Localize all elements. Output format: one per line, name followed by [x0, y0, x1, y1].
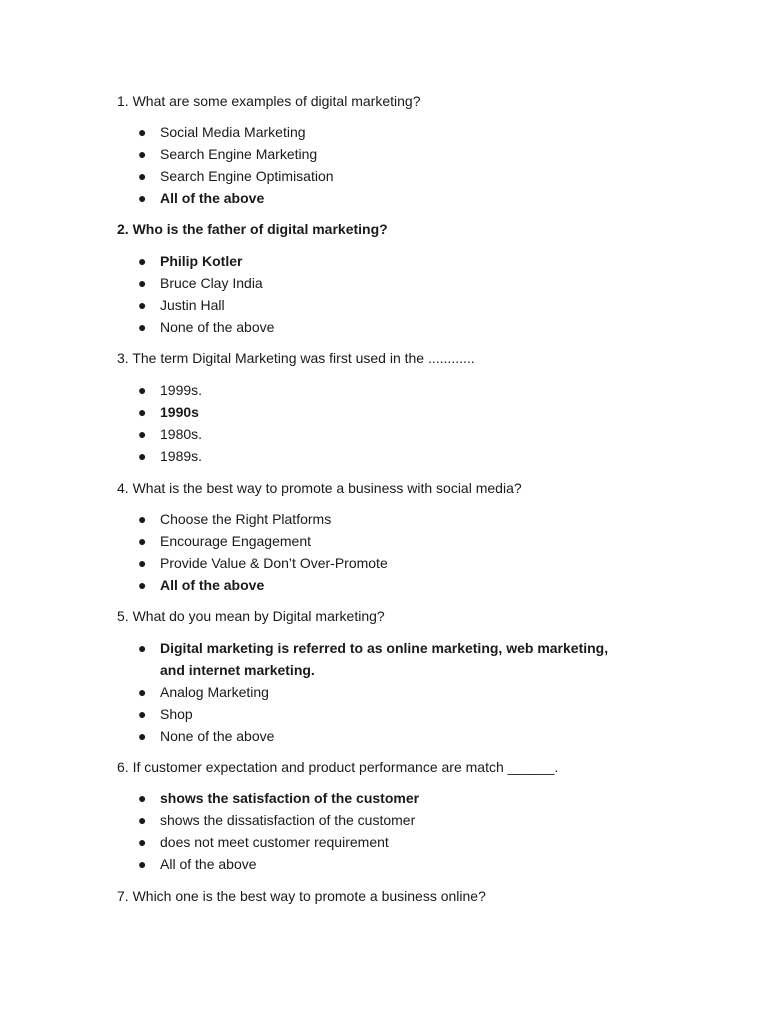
option: ● 1999s. — [0, 379, 768, 401]
question-7: 7. Which one is the best way to promote a business online? — [117, 888, 486, 904]
bullet-icon: ● — [138, 382, 147, 398]
bullet-icon: ● — [138, 533, 147, 549]
bullet-icon: ● — [138, 812, 147, 828]
option: ● 1989s. — [0, 445, 768, 467]
question-5: 5. What do you mean by Digital marketing? — [117, 608, 385, 624]
option-answer: ● 1990s — [0, 401, 768, 423]
question-2-options — [0, 250, 768, 338]
bullet-icon: ● — [138, 190, 147, 206]
option: ● All of the above — [0, 853, 768, 875]
question-4: 4. What is the best way to promote a business with social media? — [117, 480, 522, 496]
option: ● Provide Value & Don’t Over-Promote — [0, 552, 768, 574]
bullet-icon: ● — [138, 275, 147, 291]
bullet-icon: ● — [138, 555, 147, 571]
question-4-options — [0, 508, 768, 596]
option-answer: ● All of the above — [0, 187, 768, 209]
option: ● does not meet customer requirement — [0, 831, 768, 853]
question-1-options — [0, 121, 768, 209]
option: ● Search Engine Optimisation — [0, 165, 768, 187]
bullet-icon: ● — [138, 168, 147, 184]
option: ● Justin Hall — [0, 294, 768, 316]
bullet-icon: ● — [138, 426, 147, 442]
bullet-icon: ● — [138, 706, 147, 722]
option: ● Analog Marketing — [0, 681, 768, 703]
bullet-icon: ● — [138, 790, 147, 806]
option-answer: ● shows the satisfaction of the customer — [0, 787, 768, 809]
option-answer: ● Philip Kotler — [0, 250, 768, 272]
bullet-icon: ● — [138, 640, 147, 656]
bullet-icon: ● — [138, 404, 147, 420]
question-2: 2. Who is the father of digital marketing? — [117, 221, 388, 237]
option: ● Social Media Marketing — [0, 121, 768, 143]
bullet-icon: ● — [138, 684, 147, 700]
question-5-options — [0, 637, 768, 747]
option: ● Encourage Engagement — [0, 530, 768, 552]
question-3-options — [0, 379, 768, 467]
option: ● shows the dissatisfaction of the customer — [0, 809, 768, 831]
option-answer: ● Digital marketing is referred to as online marketing, web marketing, and internet marketing. — [0, 637, 630, 681]
option-answer: ● All of the above — [0, 574, 768, 596]
bullet-icon: ● — [138, 297, 147, 313]
bullet-icon: ● — [138, 577, 147, 593]
option: ● Shop — [0, 703, 768, 725]
question-6-options — [0, 787, 768, 875]
bullet-icon: ● — [138, 728, 147, 744]
option: ● Bruce Clay India — [0, 272, 768, 294]
bullet-icon: ● — [138, 319, 147, 335]
bullet-icon: ● — [138, 124, 147, 140]
question-1: 1. What are some examples of digital marketing? — [117, 93, 421, 109]
bullet-icon: ● — [138, 856, 147, 872]
option: ● None of the above — [0, 725, 768, 747]
bullet-icon: ● — [138, 146, 147, 162]
option: ● None of the above — [0, 316, 768, 338]
option: ● Search Engine Marketing — [0, 143, 768, 165]
question-6: 6. If customer expectation and product performance are match ______. — [117, 759, 559, 775]
bullet-icon: ● — [138, 511, 147, 527]
option: ● 1980s. — [0, 423, 768, 445]
bullet-icon: ● — [138, 253, 147, 269]
bullet-icon: ● — [138, 448, 147, 464]
bullet-icon: ● — [138, 834, 147, 850]
question-3: 3. The term Digital Marketing was first used in the ............ — [117, 350, 475, 366]
option: ● Choose the Right Platforms — [0, 508, 768, 530]
